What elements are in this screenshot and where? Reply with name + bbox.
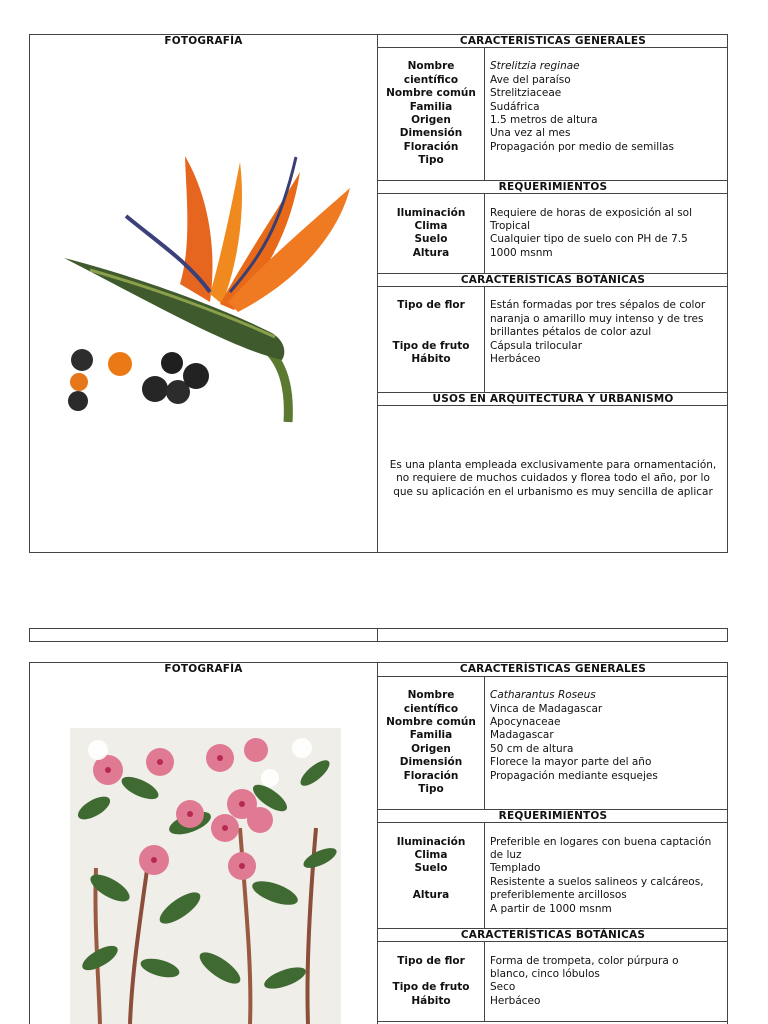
botanical-value: Cápsula trilocular [490,340,583,352]
general-characteristics-header: CARACTERÍSTICAS GENERALES [459,663,647,675]
record-1-rule [377,286,728,287]
requirements-value: de luz [490,849,522,861]
requirements-value: 1000 msnm [490,247,553,259]
botanical-value: naranja o amarillo muy intenso y de tres [490,313,704,325]
uses-header: USOS EN ARQUITECTURA Y URBANISMO [432,393,674,405]
record-2-label-divider [484,822,485,928]
uses-text-line: que su aplicación en el urbanismo es muy sencilla de aplicar [393,486,713,498]
botanical-label: Tipo de fruto [392,340,470,352]
botanical-label: Hábito [411,353,451,365]
general-value: 50 cm de altura [490,743,574,755]
general-label: Origen [411,743,451,755]
photo-header: FOTOGRAFÍA [164,663,243,675]
botanical-value: brillantes pétalos de color azul [490,326,652,338]
general-label: científico [403,703,459,715]
scientific-name-value: Strelitzia reginae [490,60,580,72]
botanical-value: Herbáceo [490,353,541,365]
general-characteristics-header: CARACTERÍSTICAS GENERALES [459,35,647,47]
photo-header: FOTOGRAFÍA [164,35,243,47]
general-value: Strelitziaceae [490,87,562,99]
record-1-label-divider [484,286,485,392]
empty-row [29,628,728,642]
requirements-label: Altura [412,247,450,259]
requirements-value: Templado [490,862,541,874]
botanical-label: Tipo de flor [397,299,465,311]
record-2-rule [377,941,728,942]
requirements-value: Tropical [490,220,531,232]
general-label: Nombre [407,60,455,72]
scientific-name-value: Catharantus Roseus [490,689,596,701]
botanical-value: Forma de trompeta, color púrpura o [490,955,679,967]
general-value: Ave del paraíso [490,74,571,86]
requirements-label: Iluminación [396,836,466,848]
general-label: Tipo [418,783,444,795]
botanical-header: CARACTERÍSTICAS BOTÁNICAS [460,274,646,286]
bird-of-paradise-photo [60,152,355,424]
general-label: Dimensión [399,756,463,768]
general-label: científico [403,74,459,86]
general-label: Dimensión [399,127,463,139]
requirements-value: Resistente a suelos salineos y calcáreos, [490,876,704,888]
requirements-label: Clima [414,220,448,232]
record-1-rule [377,193,728,194]
general-label: Familia [409,101,453,113]
general-label: Nombre común [386,87,476,99]
general-value: Propagación mediante esquejes [490,770,658,782]
record-2-label-divider [484,941,485,1021]
general-value: Madagascar [490,729,554,741]
requirements-label: Altura [412,889,450,901]
botanical-label: Tipo de fruto [392,981,470,993]
requirements-value: Cualquier tipo de suelo con PH de 7.5 [490,233,688,245]
general-value: Sudáfrica [490,101,540,113]
general-value: Vinca de Madagascar [490,703,603,715]
requirements-value: Preferible en logares con buena captación [490,836,712,848]
record-1-rule [377,405,728,406]
requirements-header: REQUERIMIENTOS [498,181,608,193]
uses-text-line: Es una planta empleada exclusivamente para ornamentación, [389,459,717,471]
record-2-label-divider [484,676,485,809]
botanical-value: blanco, cinco lóbulos [490,968,600,980]
uses-text-line: no requiere de muchos cuidados y florea todo el año, por lo [396,472,710,484]
general-value: Apocynaceae [490,716,561,728]
general-label: Tipo [418,154,444,166]
general-label: Origen [411,114,451,126]
madagascar-periwinkle-illustration [70,728,341,1024]
record-2-rule [377,676,728,677]
general-label: Floración [403,141,459,153]
requirements-label: Clima [414,849,448,861]
botanical-header: CARACTERÍSTICAS BOTÁNICAS [460,929,646,941]
record-2-rule [377,1021,728,1022]
general-value: Florece la mayor parte del año [490,756,652,768]
record-1-header-rule [377,47,728,48]
requirements-value: Requiere de horas de exposición al sol [490,207,693,219]
empty-row-divider [377,628,378,642]
general-value: Propagación por medio de semillas [490,141,675,153]
requirements-label: Suelo [414,862,448,874]
general-label: Nombre común [386,716,476,728]
general-value: 1.5 metros de altura [490,114,598,126]
botanical-label: Tipo de flor [397,955,465,967]
botanical-value: Están formadas por tres sépalos de color [490,299,706,311]
requirements-header: REQUERIMIENTOS [498,810,608,822]
general-label: Nombre [407,689,455,701]
botanical-value: Herbáceo [490,995,541,1007]
record-1-label-divider [484,193,485,273]
general-label: Familia [409,729,453,741]
requirements-value: A partir de 1000 msnm [490,903,612,915]
requirements-label: Iluminación [396,207,466,219]
record-2-rule [377,822,728,823]
requirements-value: preferiblemente arcillosos [490,889,627,901]
general-value: Una vez al mes [490,127,571,139]
botanical-label: Hábito [411,995,451,1007]
botanical-value: Seco [490,981,516,993]
record-1-label-divider [484,47,485,180]
requirements-label: Suelo [414,233,448,245]
general-label: Floración [403,770,459,782]
